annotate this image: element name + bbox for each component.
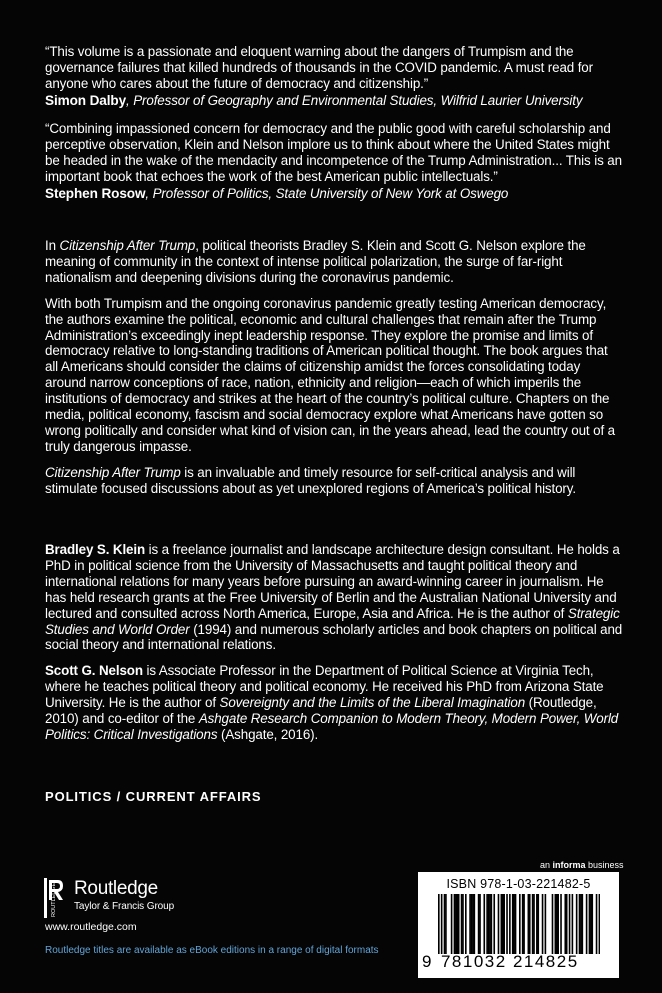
book-title: Citizenship After Trump	[45, 464, 181, 480]
barcode-bar	[441, 894, 443, 954]
barcode-bar	[522, 894, 524, 954]
book-title: Citizenship After Trump	[59, 238, 196, 253]
barcode-bar	[489, 894, 491, 954]
barcode-bar	[469, 894, 471, 954]
quote-1-name: Simon Dalby	[45, 92, 127, 108]
barcode-bar	[493, 894, 495, 954]
description-paragraph-2: With both Trumpism and the ongoing coronavirus pandemic greatly testing American democracy, the authors examine the political, economic and cultural challenges that remain after the Trump Administration’s exceedingly inept leadership response. They explore the promise and limits of democracy relative to long-standing traditions of American political thought. The book argues that all Americans should consider the claims of citizenship amidst the forces consolidating today around narrow conceptions of race, nation, ethnicity and religion—each of which imperils the institutions of democracy and strikes at the heart of the country’s political culture. Chapters on the media, political economy, fascism and social democracy explore what Americans have gotten so wrong politically and consider what kind of vision can, in the years ahead, lead the country out of a truly dangerous impasse.	[45, 295, 615, 454]
barcode-bar	[512, 894, 514, 954]
barcode-bar	[509, 894, 511, 954]
author-name-nelson: Scott G. Nelson	[45, 663, 143, 679]
isbn-label: ISBN 978-1-03-221482-5	[446, 877, 591, 891]
barcode-bar	[472, 894, 474, 954]
barcode-bar	[438, 894, 440, 954]
barcode-bar	[501, 894, 503, 954]
barcode-bar	[498, 894, 500, 954]
barcode-bar	[465, 894, 467, 954]
barcode-bar	[519, 894, 521, 954]
barcode-bar	[591, 894, 593, 954]
barcode-bar	[557, 894, 559, 954]
barcode-bar	[479, 894, 481, 954]
barcode-bar	[555, 894, 557, 954]
barcode-bar	[445, 894, 447, 954]
publisher-name: Routledge	[74, 878, 158, 899]
barcode-bar	[569, 894, 571, 954]
quote-1-role: , Professor of Geography and Environmental Studies, Wilfrid Laurier University	[126, 92, 583, 108]
barcode-bar	[488, 894, 490, 954]
barcode-bar	[596, 894, 598, 954]
publisher-url[interactable]: www.routledge.com	[45, 921, 137, 933]
barcode-bar	[545, 894, 547, 954]
barcode-bar	[572, 894, 574, 954]
barcode-bar	[580, 894, 582, 954]
ebook-note: Routledge titles are available as eBook editions in a range of digital formats	[45, 945, 379, 956]
barcode-bar	[471, 894, 473, 954]
barcode-bar	[579, 894, 581, 954]
routledge-logo-icon	[44, 878, 64, 918]
book-description	[45, 238, 623, 497]
description-paragraph-1: In Citizenship After Trump, political theorists Bradley S. Klein and Scott G. Nelson explore the meaning of community in the context of intense political polarization, the surge of far-right nationalism and deepening divisions during the coronavirus pandemic.	[45, 238, 586, 285]
barcode-bar	[536, 894, 538, 954]
barcode-bar	[454, 894, 456, 954]
author-name-klein: Bradley S. Klein	[45, 542, 146, 557]
barcode-bar	[458, 894, 460, 954]
barcode-bar	[529, 894, 531, 954]
barcode	[418, 872, 619, 978]
barcode-bar	[532, 894, 534, 954]
barcode-bar	[444, 894, 446, 954]
barcode-bar	[542, 894, 544, 954]
barcode-bar	[503, 894, 505, 954]
author-bios	[45, 542, 623, 743]
barcode-bar	[486, 894, 488, 954]
barcode-bars	[438, 894, 600, 954]
bio-klein: Bradley S. Klein is a freelance journalist and landscape architecture design consultant. He holds a PhD in political science from the University of Massachusetts and taught political theory and international relations for many years before pursuing an award-winning career in journalism. He has held research grants at the Free University of Berlin and the Australian National University and lectured and consulted across North America, Europe, Asia and Africa. He is the author of Strategic Studies and World Order (1994) and numerous scholarly articles and book chapters on political and social theory and international relations.	[45, 542, 623, 653]
barcode-bar	[533, 894, 535, 954]
quote-2-attribution	[45, 186, 623, 202]
barcode-bar	[515, 894, 517, 954]
barcode-bar	[491, 894, 493, 954]
publisher-subtitle: Taylor & Francis Group	[74, 901, 175, 912]
barcode-bar	[582, 894, 584, 954]
subject-category: POLITICS / CURRENT AFFAIRS	[45, 789, 262, 804]
routledge-logo	[44, 878, 254, 918]
barcode-bar	[590, 894, 592, 954]
barcode-bar	[566, 894, 568, 954]
barcode-bar	[552, 894, 554, 954]
barcode-bar	[506, 894, 508, 954]
description-paragraph-3: Citizenship After Trump is an invaluable and timely resource for self-critical analysis and will stimulate focused discussions about as yet unexplored regions of America’s political history.	[45, 464, 576, 496]
quote-1-text: “This volume is a passionate and eloquent warning about the dangers of Trumpism and the governance failures that killed hundreds of thousands in the COVID pandemic. A must read for anyone who cares about the future of democracy and citizenship.”	[45, 44, 593, 91]
barcode-bar	[564, 894, 566, 954]
barcode-digits: 9 781032 214825	[422, 952, 579, 971]
bio-nelson: Scott G. Nelson is Associate Professor in the Department of Political Science at Virginia Tech, where he teaches political theory and political economy. He received his PhD from Arizona State University. He is the author of Sovereignty and the Limits of the Liberal Imagination (Routledge, 2010) and co-editor of the Ashgate Research Companion to Modern Theory, Modern Power, World Politics: Critical Investigations (Ashgate, 2016).	[45, 663, 619, 742]
barcode-bar	[589, 894, 591, 954]
barcode-bar	[537, 894, 539, 954]
barcode-bar	[478, 894, 480, 954]
quote-2-text: “Combining impassioned concern for democracy and the public good with careful scholarship and perceptive observation, Klein and Nelson implore us to think about where the United States might be headed in the wake of the mendacity and incompetence of the Trump Administration... This is an important book that echoes the work of the best American public intellectuals.”	[45, 121, 622, 184]
barcode-bar	[599, 894, 600, 954]
quote-1	[45, 44, 623, 109]
barcode-bar	[523, 894, 525, 954]
barcode-bar	[528, 894, 530, 954]
barcode-bar	[586, 894, 588, 954]
barcode-bar	[474, 894, 476, 954]
informa-tagline: an informa business	[540, 860, 624, 870]
quote-2	[45, 121, 623, 202]
quote-2-role: , Professor of Politics, State University of New York at Oswego	[145, 185, 509, 201]
barcode-bar	[556, 894, 558, 954]
barcode-bar	[483, 894, 485, 954]
barcode-bar	[461, 894, 463, 954]
barcode-bar	[455, 894, 457, 954]
barcode-bar	[451, 894, 453, 954]
quote-1-attribution	[45, 93, 623, 109]
barcode-bar	[456, 894, 458, 954]
barcode-bar	[513, 894, 515, 954]
barcode-bar	[576, 894, 578, 954]
barcode-bar	[462, 894, 464, 954]
routledge-vertical-text: ROUTLEDGE	[51, 882, 57, 917]
quote-2-name: Stephen Rosow	[45, 185, 146, 201]
barcode-bar	[560, 894, 562, 954]
barcode-bar	[502, 894, 504, 954]
